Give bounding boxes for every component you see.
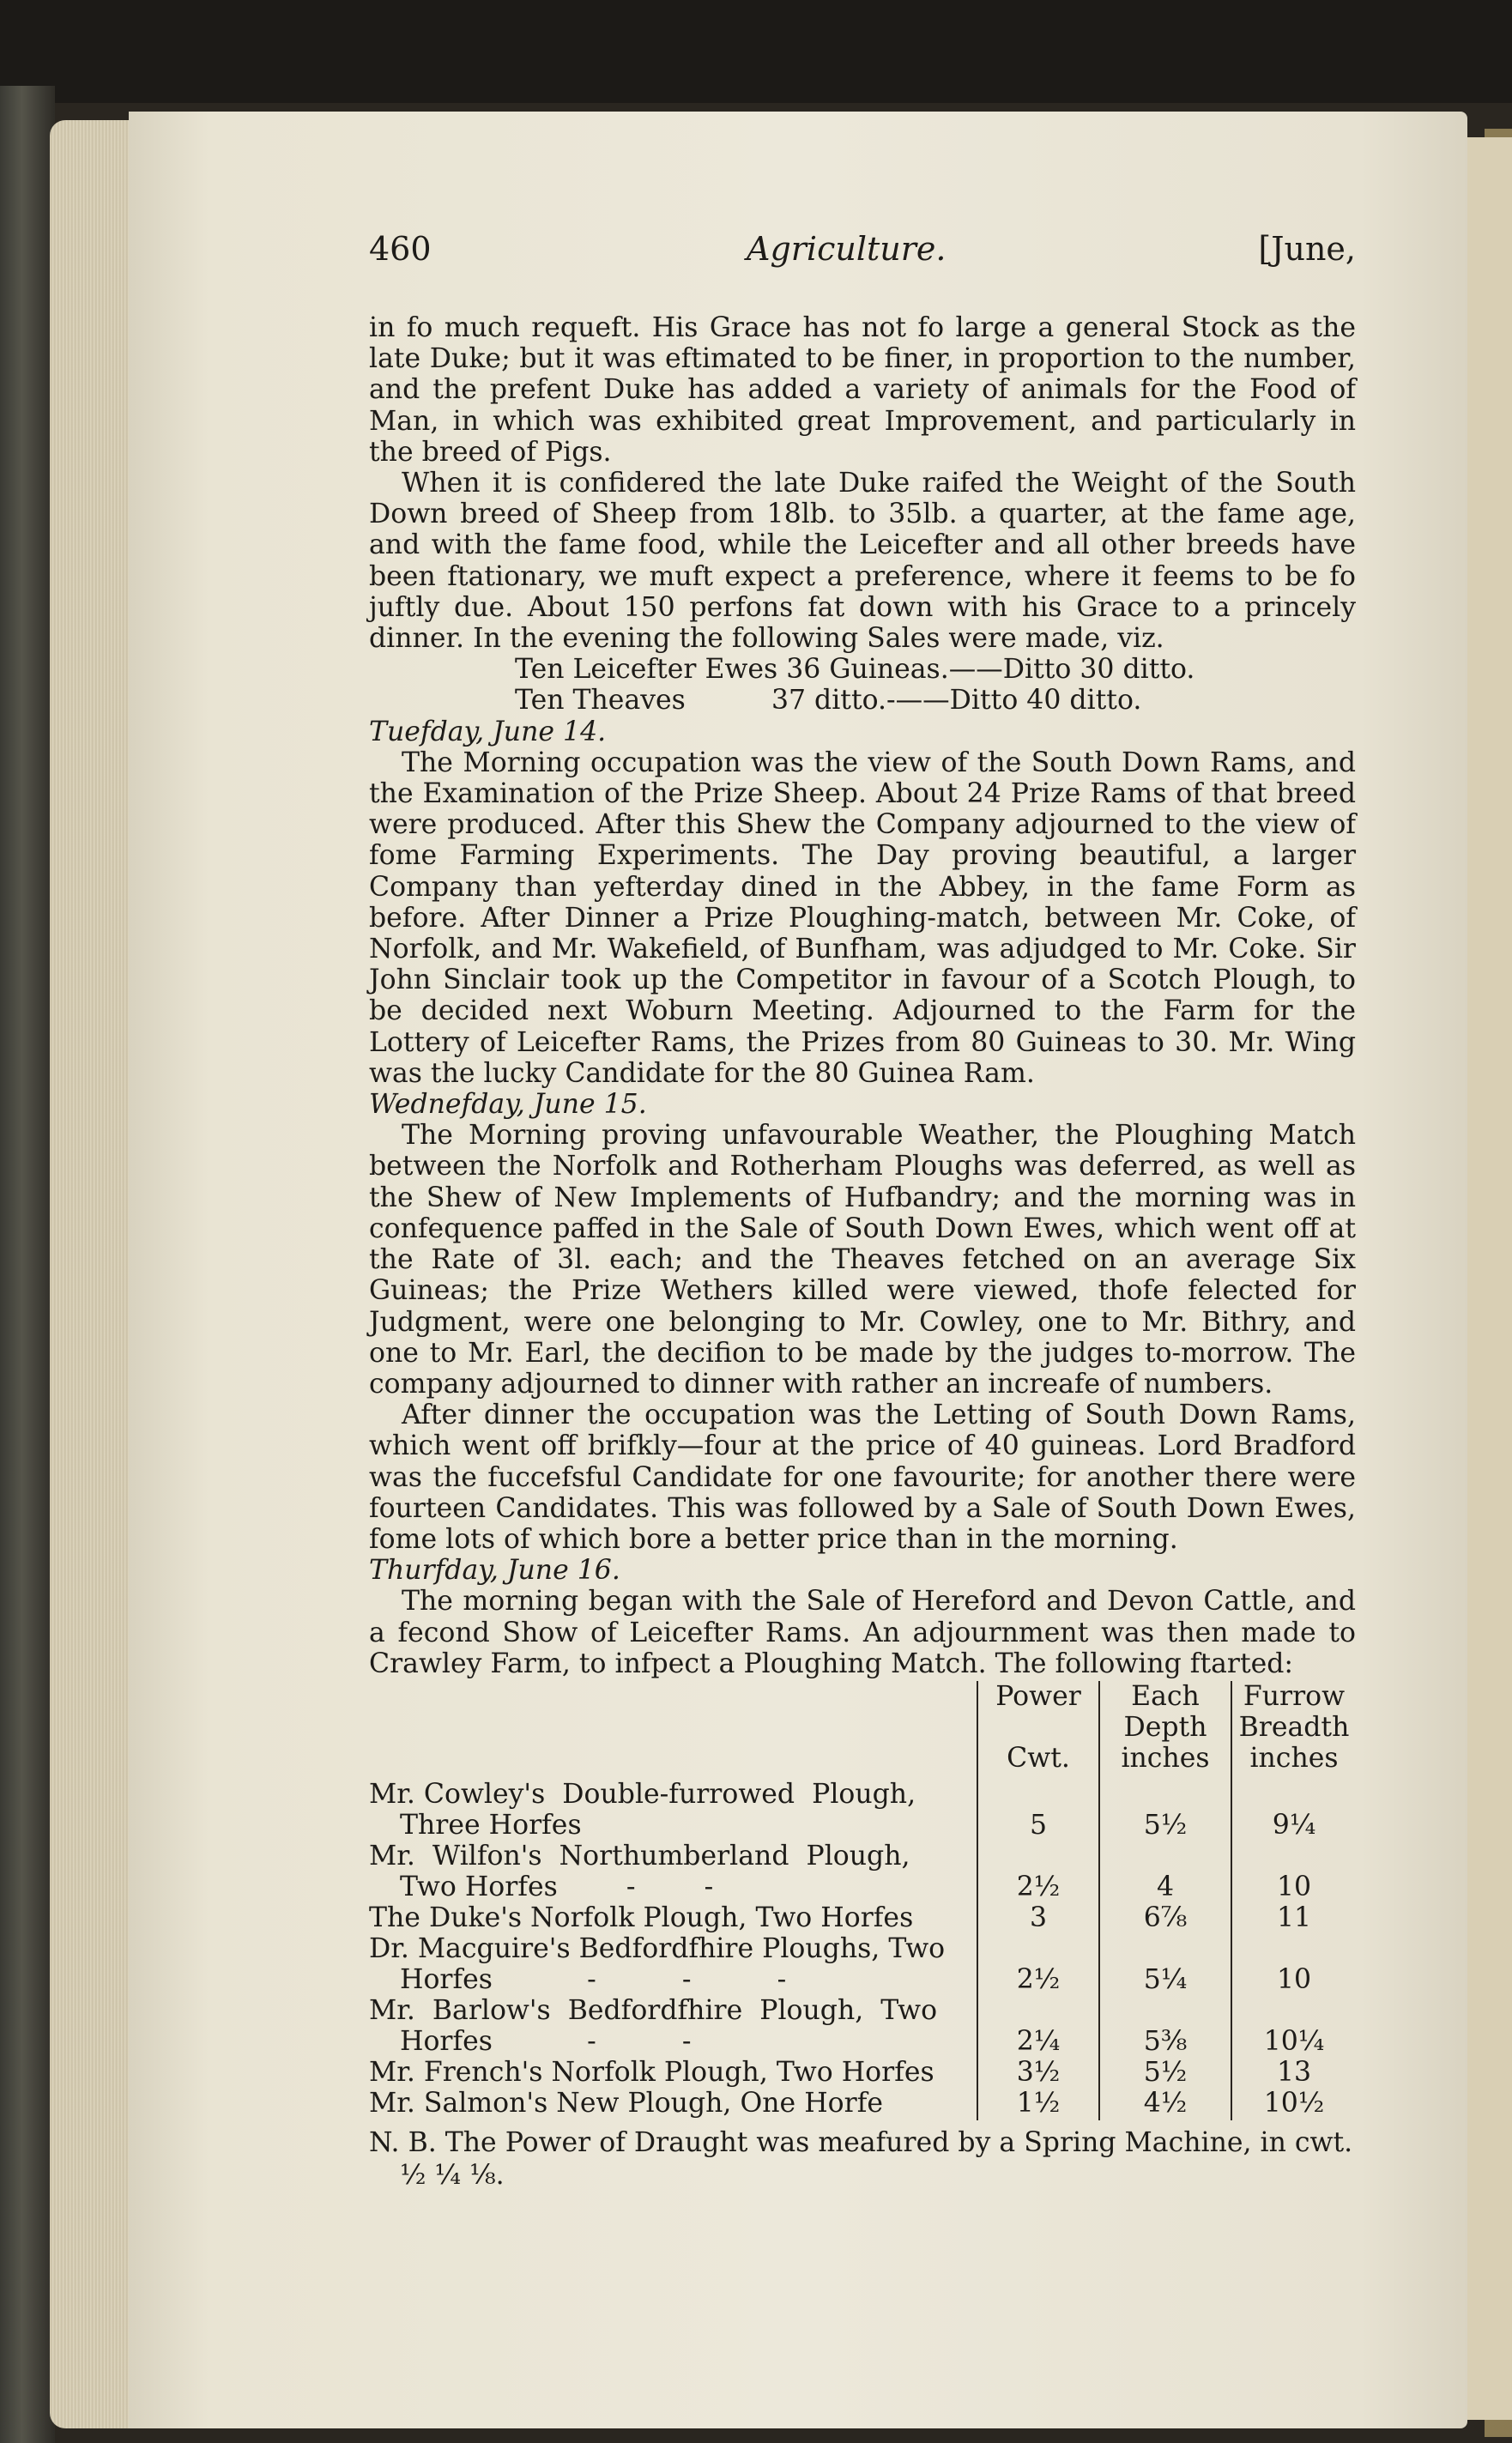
header-text: Each	[1131, 1680, 1200, 1712]
cell-power: 5	[1029, 1809, 1048, 1841]
cell-depth: 5¼	[1143, 1963, 1188, 1995]
cell-power: 2¼	[1016, 2025, 1061, 2057]
cell-depth: 5½	[1143, 2056, 1188, 2088]
cell-breadth: 10	[1276, 1871, 1312, 1902]
footnote	[369, 2127, 1356, 2196]
row-label: The Duke's Norfolk Plough, Two Horfes	[369, 1902, 914, 1933]
footnote-fractions: ½ ¼ ⅛.	[400, 2159, 505, 2191]
paragraph: The morning began with the Sale of Hereford and Devon Cattle, and a fecond Show of Leicefter Rams. An adjournment was then made to Crawley Farm, to infpect a Ploughing Match. The following ftarted:	[369, 1586, 1356, 1679]
cell-breadth: 13	[1276, 2056, 1312, 2088]
row-label: Horfes - -	[400, 2025, 692, 2057]
col-header-depth	[1100, 1681, 1231, 1774]
cell-breadth: 11	[1276, 1902, 1312, 1933]
footnote-text: N. B. The Power of Draught was meafured by a Spring Machine, in cwt.	[369, 2126, 1353, 2158]
header-month: [June,	[1258, 230, 1356, 268]
scan-background	[0, 0, 1512, 103]
paragraph: in fo much requeft. His Grace has not fo large a general Stock as the late Duke; but it was eftimated to be finer, in proportion to the number, and the prefent Duke has added a variety of animals for the Food of Man, in which was exhibited great Improvement, and particularly in the breed of Pigs.	[369, 312, 1356, 468]
cell-depth: 5½	[1143, 1809, 1188, 1841]
row-label: Two Horfes - -	[400, 1871, 714, 1902]
cell-breadth: 9¼	[1272, 1809, 1316, 1841]
header-text: Power	[995, 1680, 1081, 1712]
header-text: inches	[1121, 1742, 1210, 1774]
cell-power: 3½	[1016, 2056, 1061, 2088]
row-label: Mr. French's Norfolk Plough, Two Horfes	[369, 2056, 934, 2088]
page-number: 460	[369, 230, 432, 268]
row-label: Mr. Barlow's Bedfordfhire Plough, Two	[369, 1994, 938, 2026]
cell-power: 2½	[1016, 1871, 1061, 1902]
plough-table	[369, 1681, 1356, 2127]
sale-line: Ten Theaves 37 ditto.-——Ditto 40 ditto.	[515, 685, 1142, 717]
col-header-power	[978, 1681, 1098, 1774]
cell-depth: 5⅜	[1143, 2025, 1188, 2057]
row-label: Horfes - - -	[400, 1963, 787, 1995]
sale-line: Ten Leicefter Ewes 36 Guineas.——Ditto 30 ditto.	[515, 654, 1195, 686]
row-label: Mr. Cowley's Double-furrowed Plough,	[369, 1778, 916, 1810]
cell-breadth: 10¼	[1263, 2025, 1325, 2057]
header-text: Breadth	[1238, 1711, 1350, 1743]
cell-power: 3	[1029, 1902, 1048, 1933]
running-title: Agriculture.	[747, 230, 947, 268]
running-header	[369, 230, 1356, 281]
cell-power: 1½	[1016, 2087, 1061, 2119]
paragraph: The Morning proving unfavourable Weather, the Ploughing Match between the Norfolk and Rotherham Ploughs was deferred, as well as the Shew of New Implements of Hufbandry; and the morning was in confequence paffed in the Sale of South Down Ewes, which went off at the Rate of 3l. each; and the Theaves fetched on an average Six Guineas; the Prize Wethers killed were viewed, thofe felected for Judgment, were one belonging to Mr. Cowley, one to Mr. Bithry, and one to Mr. Earl, the decifion to be made by the judges to-morrow. The company adjourned to dinner with rather an increafe of numbers.	[369, 1120, 1356, 1400]
day-heading: Wednefday, June 15.	[369, 1089, 647, 1121]
cell-breadth: 10	[1276, 1963, 1312, 1995]
paragraph: After dinner the occupation was the Letting of South Down Rams, which went off brifkly—four at the price of 40 guineas. Lord Bradford was the fuccefsful Candidate for one favourite; for another there were fourteen Candidates. This was followed by a Sale of South Down Ewes, fome lots of which bore a better price than in the morning.	[369, 1400, 1356, 1555]
cell-depth: 4	[1156, 1871, 1175, 1902]
paragraph: The Morning occupation was the view of the South Down Rams, and the Examination of the Prize Sheep. About 24 Prize Rams of that breed were produced. After this Shew the Company adjourned to the view of fome Farming Experiments. The Day proving beautiful, a larger Company than yefterday dined in the Abbey, in the fame Form as before. After Dinner a Prize Ploughing-match, between Mr. Coke, of Norfolk, and Mr. Wakefield, of Bunfham, was adjudged to Mr. Coke. Sir John Sinclair took up the Competitor in favour of a Scotch Plough, to be decided next Woburn Meeting. Adjourned to the Farm for the Lottery of Leicefter Rams, the Prizes from 80 Guineas to 30. Mr. Wing was the lucky Candidate for the 80 Guinea Ram.	[369, 747, 1356, 1089]
header-text: Furrow	[1243, 1680, 1346, 1712]
day-heading: Thurfday, June 16.	[369, 1555, 620, 1587]
cell-power: 2½	[1016, 1963, 1061, 1995]
row-label: Mr. Wilfon's Northumberland Plough,	[369, 1840, 910, 1872]
row-label: Mr. Salmon's New Plough, One Horfe	[369, 2087, 884, 2119]
header-text: Depth	[1123, 1711, 1207, 1743]
cell-breadth: 10½	[1263, 2087, 1325, 2119]
header-text: inches	[1249, 1742, 1339, 1774]
row-label: Dr. Macguire's Bedfordfhire Ploughs, Two	[369, 1932, 946, 1964]
body-text	[369, 312, 1356, 2196]
col-header-breadth	[1232, 1681, 1356, 1774]
day-heading: Tuefday, June 14.	[369, 716, 607, 747]
cell-depth: 6⅞	[1143, 1902, 1188, 1933]
row-label: Three Horfes	[400, 1809, 582, 1841]
header-text: Cwt.	[1007, 1742, 1070, 1774]
cell-depth: 4½	[1143, 2087, 1188, 2119]
paragraph: When it is confidered the late Duke raifed the Weight of the South Down breed of Sheep from 18lb. to 35lb. a quarter, at the fame age, and with the fame food, while the Leicefter and all other breeds have been ftationary, we muft expect a preference, where it feems to be fo juftly due. About 150 perfons fat down with his Grace to a princely dinner. In the evening the following Sales were made, viz.	[369, 468, 1356, 655]
book-cover-edge	[0, 86, 55, 2443]
